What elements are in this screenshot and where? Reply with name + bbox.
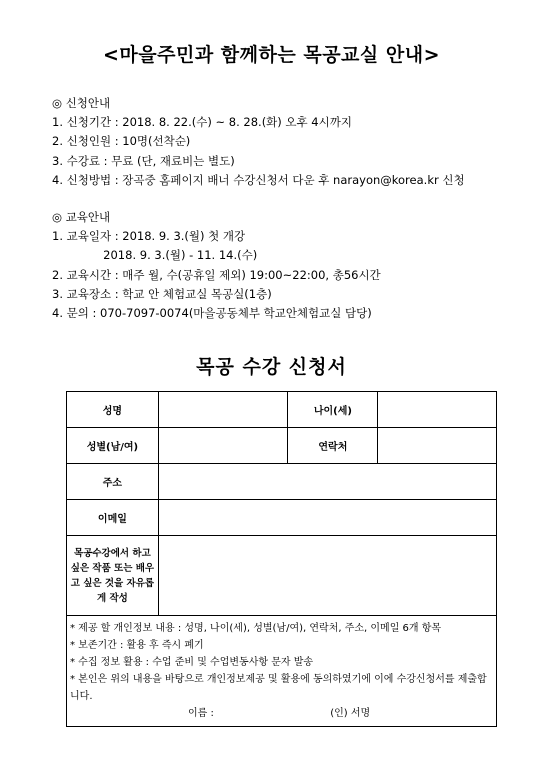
- application-info-heading: ◎ 신청안내: [52, 96, 111, 110]
- gender-field[interactable]: [158, 428, 288, 464]
- page-title: <마을주민과 함께하는 목공교실 안내>: [103, 44, 440, 66]
- email-label: 이메일: [67, 500, 159, 536]
- education-contact: 4. 문의 : 070-7097-0074(마을공동체부 학교안체험교실 담당): [52, 306, 372, 321]
- education-date-range: 2018. 9. 3.(월) - 11. 14.(수): [52, 248, 258, 263]
- education-date: 1. 교육일자 : 2018. 9. 3.(월) 첫 개강: [52, 229, 246, 244]
- name-field[interactable]: [158, 392, 288, 428]
- education-info: [52, 208, 381, 323]
- notice-item-3: * 수집 정보 활용 : 수업 준비 및 수업변동사항 문자 발송: [70, 657, 314, 668]
- age-field[interactable]: [378, 392, 497, 428]
- address-field[interactable]: [158, 464, 496, 500]
- education-place: 3. 교육장소 : 학교 안 체험교실 목공실(1층): [52, 286, 272, 301]
- age-label: 나이(세): [288, 392, 378, 428]
- gender-label: 성별(남/여): [67, 428, 159, 464]
- wish-label: 목공수강에서 하고 싶은 작품 또는 배우고 싶은 것을 자유롭게 작성: [67, 536, 159, 616]
- signature-line: [70, 705, 493, 722]
- application-capacity: 2. 신청인원 : 10명(선착순): [52, 134, 191, 149]
- contact-label: 연락처: [288, 428, 378, 464]
- notice-item-2: * 보존기간 : 활용 후 즉시 폐기: [70, 640, 204, 651]
- application-fee: 3. 수강료 : 무료 (단, 재료비는 별도): [52, 153, 235, 168]
- education-time: 2. 교육시간 : 매주 월, 수(공휴일 제외) 19:00~22:00, 총56시간: [52, 267, 381, 282]
- email-field[interactable]: [158, 500, 496, 536]
- notice-item-4: * 본인은 위의 내용을 바탕으로 개인정보제공 및 활용에 동의하였기에 이에 수강신청서를 제출합니다.: [70, 674, 487, 702]
- name-label: 성명: [67, 392, 159, 428]
- form-title: 목공 수강 신청서: [196, 356, 347, 378]
- application-form-table: [66, 391, 497, 727]
- address-label: 주소: [67, 464, 159, 500]
- education-info-heading: ◎ 교육안내: [52, 210, 111, 224]
- notice-item-1: * 제공 할 개인정보 내용 : 성명, 나이(세), 성별(남/여), 연락처, 주소, 이메일 6개 항목: [70, 623, 442, 634]
- application-info: [52, 94, 465, 190]
- contact-field[interactable]: [378, 428, 497, 464]
- signature-name-label: 이름 :: [188, 708, 214, 719]
- application-period: 1. 신청기간 : 2018. 8. 22.(수) ~ 8. 28.(화) 오후 4시까지: [52, 115, 352, 130]
- signature-seal-label: (인) 서명: [330, 708, 371, 719]
- privacy-notice: [67, 616, 497, 727]
- application-method: 4. 신청방법 : 장곡중 홈페이지 배너 수강신청서 다운 후 narayon@korea.kr 신청: [52, 172, 465, 187]
- wish-field[interactable]: [158, 536, 496, 616]
